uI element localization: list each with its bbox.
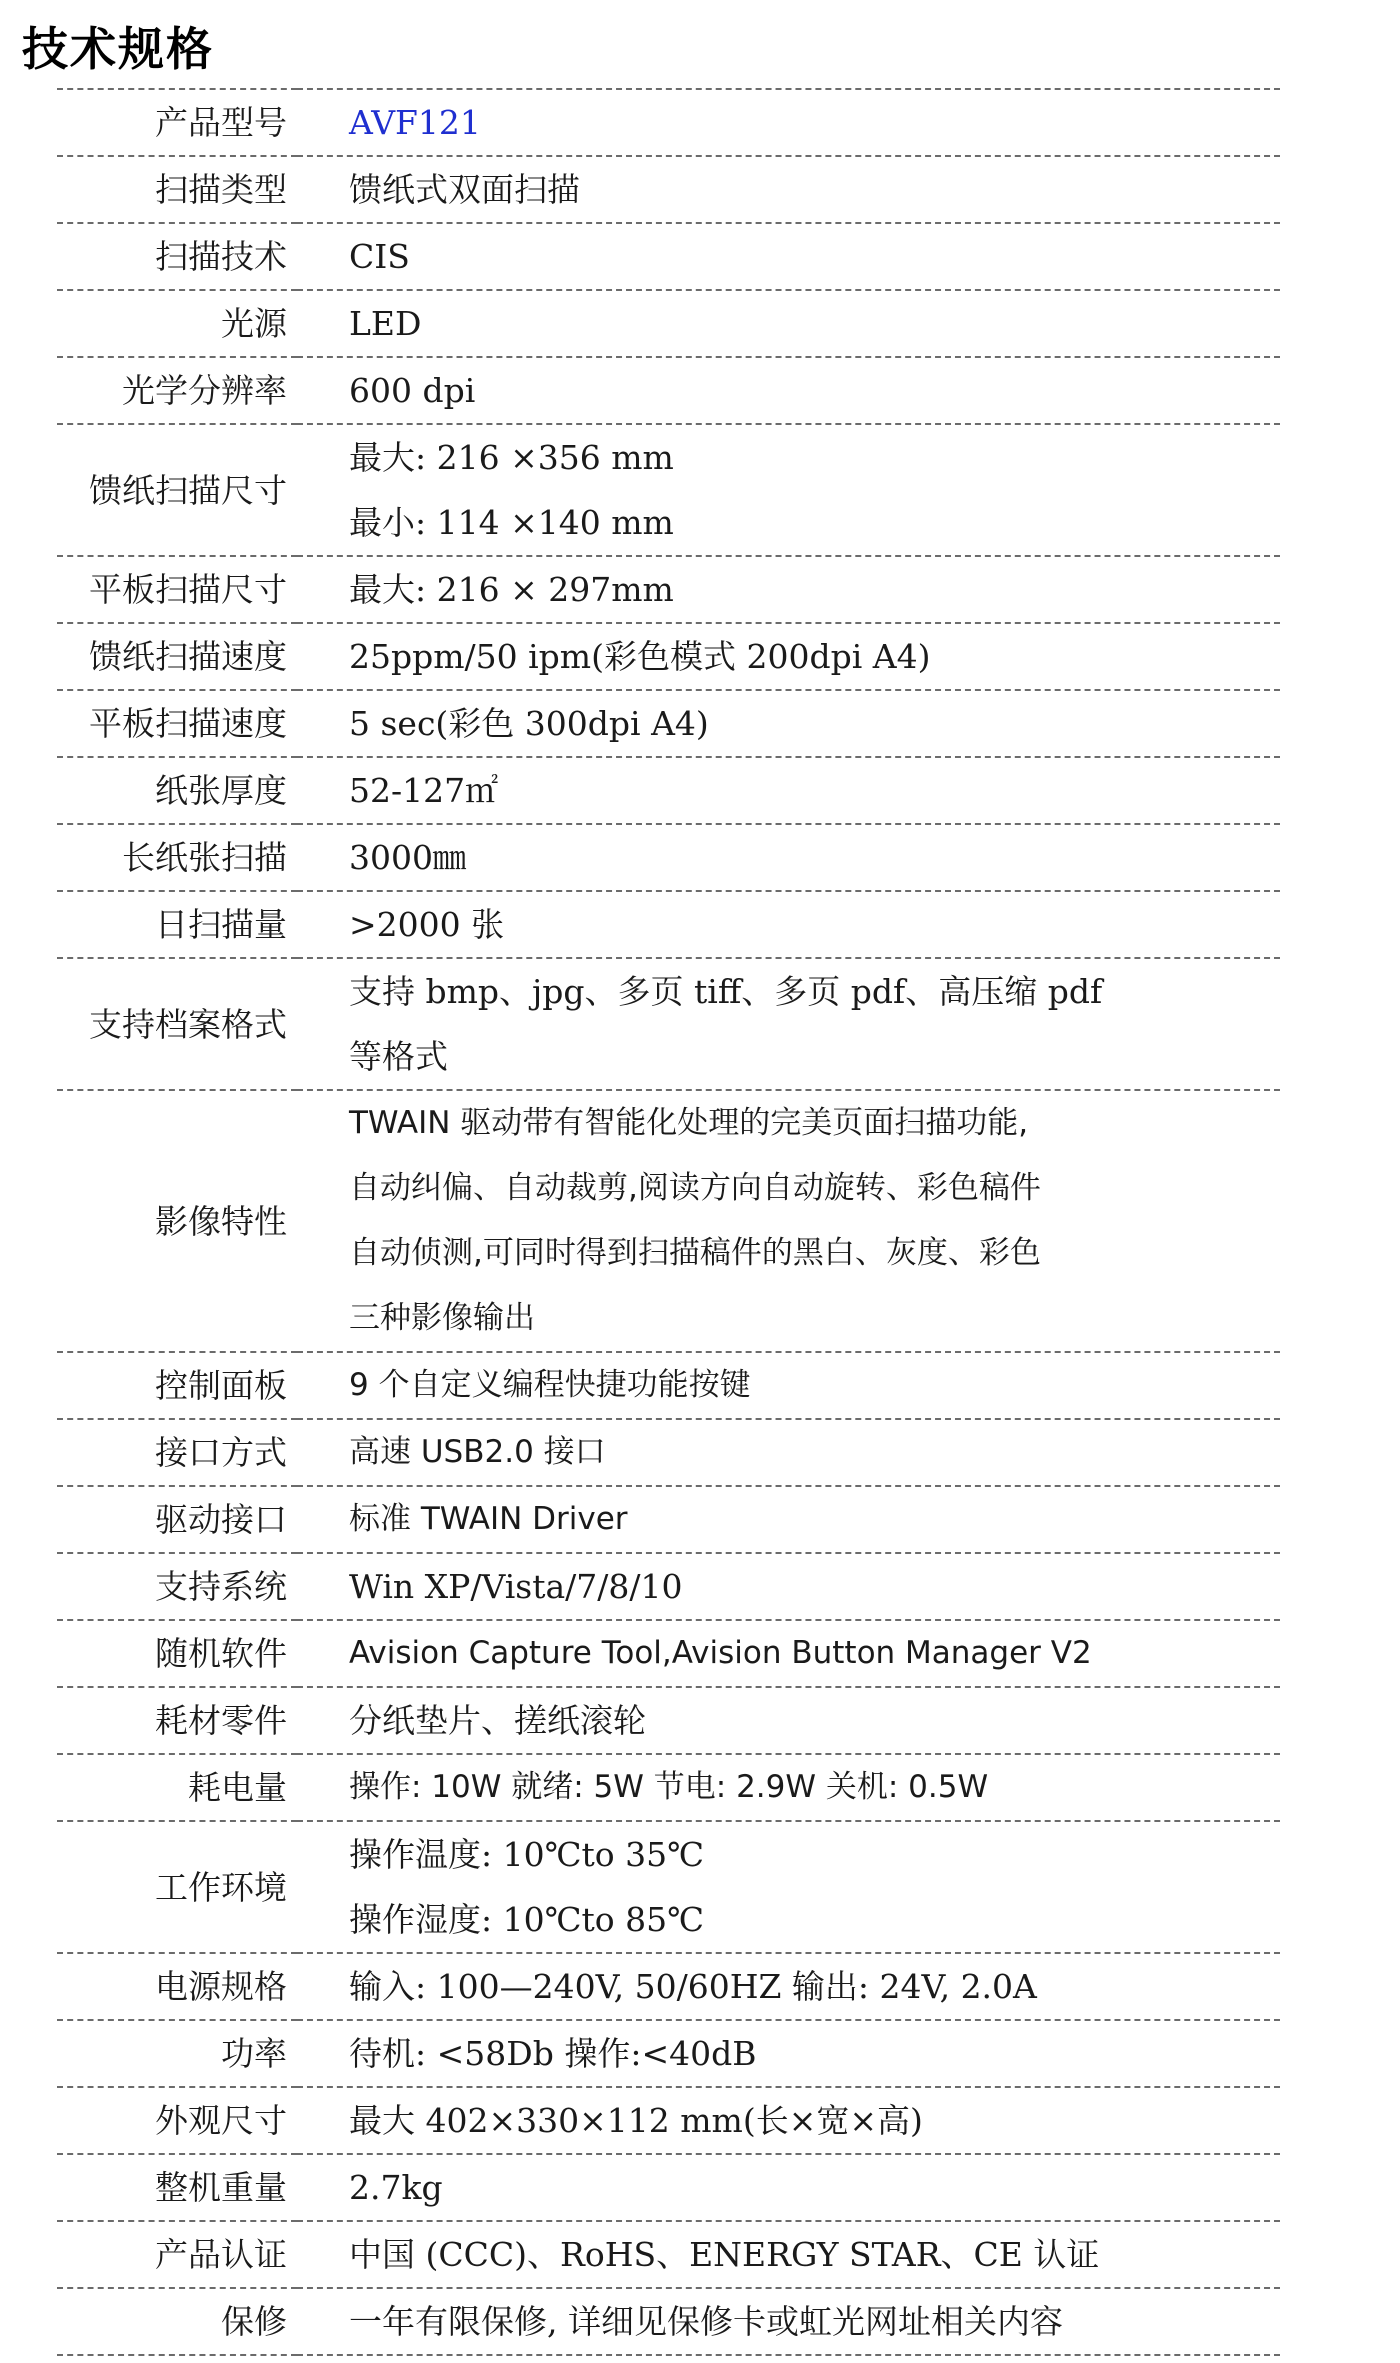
spec-row-light-source bbox=[57, 290, 1280, 357]
spec-row-flatbed-scan-speed bbox=[57, 690, 1280, 757]
spec-value bbox=[297, 357, 1280, 424]
spec-row-paper-thickness bbox=[57, 757, 1280, 824]
spec-value-line: 9 个自定义编程快捷功能按键 bbox=[349, 1367, 751, 1403]
spec-label: 耗材零件 bbox=[57, 1687, 297, 1754]
spec-value-line: 中国 (CCC)、RoHS、ENERGY STAR、CE 认证 bbox=[349, 2235, 1100, 2274]
spec-value-line: 标准 TWAIN Driver bbox=[349, 1501, 628, 1537]
spec-value-line: >2000 张 bbox=[349, 905, 505, 944]
spec-label: 驱动接口 bbox=[57, 1486, 297, 1553]
spec-value bbox=[297, 2221, 1280, 2288]
spec-label: 馈纸扫描尺寸 bbox=[57, 424, 297, 556]
spec-row-flatbed-scan-size bbox=[57, 556, 1280, 623]
spec-row-supported-systems bbox=[57, 1553, 1280, 1620]
spec-value-line: TWAIN 驱动带有智能化处理的完美页面扫描功能, bbox=[349, 1105, 1029, 1141]
spec-value bbox=[297, 958, 1280, 1090]
spec-value-line: 操作湿度: 10℃to 85℃ bbox=[349, 1900, 705, 1939]
spec-label: 产品认证 bbox=[57, 2221, 297, 2288]
spec-value-line: 25ppm/50 ipm(彩色模式 200dpi A4) bbox=[349, 637, 931, 676]
spec-value-line: 操作: 10W 就绪: 5W 节电: 2.9W 关机: 0.5W bbox=[349, 1769, 989, 1805]
spec-row-daily-volume bbox=[57, 891, 1280, 958]
spec-label: 随机软件 bbox=[57, 1620, 297, 1687]
spec-value-line: 自动纠偏、自动裁剪,阅读方向自动旋转、彩色稿件 bbox=[349, 1170, 1041, 1206]
spec-value bbox=[297, 2087, 1280, 2154]
spec-value bbox=[297, 556, 1280, 623]
spec-value-line: 分纸垫片、搓纸滚轮 bbox=[349, 1701, 646, 1740]
spec-value bbox=[297, 1687, 1280, 1754]
spec-value-line: 自动侦测,可同时得到扫描稿件的黑白、灰度、彩色 bbox=[349, 1235, 1041, 1271]
spec-row-environment bbox=[57, 1821, 1280, 1953]
spec-value bbox=[297, 623, 1280, 690]
spec-value-line: 最大: 216 × 297mm bbox=[349, 570, 674, 609]
spec-label: 平板扫描速度 bbox=[57, 690, 297, 757]
spec-value-line: 三种影像输出 bbox=[349, 1300, 535, 1336]
page-title: 技术规格 bbox=[22, 22, 214, 76]
spec-row-scan-technology bbox=[57, 223, 1280, 290]
spec-table bbox=[57, 88, 1280, 2356]
spec-value-line: Win XP/Vista/7/8/10 bbox=[349, 1567, 683, 1606]
spec-value-line: 最大: 216 ×356 mm bbox=[349, 438, 674, 477]
spec-value-line: 2.7kg bbox=[349, 2168, 443, 2207]
spec-value-line: 待机: <58Db 操作:<40dB bbox=[349, 2034, 757, 2073]
spec-row-certification bbox=[57, 2221, 1280, 2288]
spec-value bbox=[297, 290, 1280, 357]
spec-label: 保修 bbox=[57, 2288, 297, 2355]
spec-row-bundled-software bbox=[57, 1620, 1280, 1687]
spec-value bbox=[297, 1352, 1280, 1419]
spec-value-line: 最大 402×330×112 mm(长×宽×高) bbox=[349, 2101, 923, 2140]
spec-value-line: 52-127㎡ bbox=[349, 771, 499, 810]
spec-row-optical-resolution bbox=[57, 357, 1280, 424]
spec-value-line: 馈纸式双面扫描 bbox=[349, 170, 580, 209]
spec-row-driver-interface bbox=[57, 1486, 1280, 1553]
spec-value-line: 最小: 114 ×140 mm bbox=[349, 503, 674, 542]
spec-value bbox=[297, 424, 1280, 556]
spec-label: 长纸张扫描 bbox=[57, 824, 297, 891]
spec-row-model bbox=[57, 89, 1280, 156]
spec-value bbox=[297, 757, 1280, 824]
spec-row-feeder-scan-speed bbox=[57, 623, 1280, 690]
spec-row-interface bbox=[57, 1419, 1280, 1486]
spec-row-weight bbox=[57, 2154, 1280, 2221]
spec-value-line: 等格式 bbox=[349, 1037, 448, 1076]
spec-value-line: CIS bbox=[349, 237, 410, 276]
spec-row-feeder-scan-size bbox=[57, 424, 1280, 556]
spec-label: 影像特性 bbox=[57, 1090, 297, 1352]
spec-value bbox=[297, 2020, 1280, 2087]
spec-label: 电源规格 bbox=[57, 1953, 297, 2020]
spec-value bbox=[297, 1953, 1280, 2020]
spec-value bbox=[297, 1090, 1280, 1352]
spec-row-power-consumption bbox=[57, 1754, 1280, 1821]
spec-row-file-formats bbox=[57, 958, 1280, 1090]
spec-label: 工作环境 bbox=[57, 1821, 297, 1953]
spec-value bbox=[297, 1620, 1280, 1687]
spec-value bbox=[297, 223, 1280, 290]
spec-value-line: 3000㎜ bbox=[349, 838, 466, 877]
spec-value-line: 支持 bmp、jpg、多页 tiff、多页 pdf、高压缩 pdf bbox=[349, 972, 1103, 1011]
spec-label: 光源 bbox=[57, 290, 297, 357]
spec-label: 功率 bbox=[57, 2020, 297, 2087]
spec-row-consumables bbox=[57, 1687, 1280, 1754]
spec-label: 外观尺寸 bbox=[57, 2087, 297, 2154]
spec-value bbox=[297, 1754, 1280, 1821]
spec-label: 接口方式 bbox=[57, 1419, 297, 1486]
spec-label: 馈纸扫描速度 bbox=[57, 623, 297, 690]
spec-label: 扫描类型 bbox=[57, 156, 297, 223]
spec-value-line: Avision Capture Tool,Avision Button Manager V2 bbox=[349, 1635, 1092, 1671]
spec-label: 支持档案格式 bbox=[57, 958, 297, 1090]
spec-value bbox=[297, 1486, 1280, 1553]
spec-value-line: 5 sec(彩色 300dpi A4) bbox=[349, 704, 709, 743]
spec-row-long-paper-scan bbox=[57, 824, 1280, 891]
spec-value bbox=[297, 89, 1280, 156]
spec-row-power-spec bbox=[57, 1953, 1280, 2020]
spec-value-line: 一年有限保修, 详细见保修卡或虹光网址相关内容 bbox=[349, 2302, 1063, 2341]
spec-value bbox=[297, 156, 1280, 223]
spec-label: 整机重量 bbox=[57, 2154, 297, 2221]
model-number: AVF121 bbox=[349, 103, 481, 142]
spec-value bbox=[297, 1821, 1280, 1953]
spec-value bbox=[297, 2154, 1280, 2221]
spec-row-scan-type bbox=[57, 156, 1280, 223]
spec-label: 控制面板 bbox=[57, 1352, 297, 1419]
spec-row-control-panel bbox=[57, 1352, 1280, 1419]
spec-label: 日扫描量 bbox=[57, 891, 297, 958]
spec-label: 支持系统 bbox=[57, 1553, 297, 1620]
spec-label: 平板扫描尺寸 bbox=[57, 556, 297, 623]
spec-label: 耗电量 bbox=[57, 1754, 297, 1821]
spec-value-line: 高速 USB2.0 接口 bbox=[349, 1434, 606, 1470]
spec-label: 产品型号 bbox=[57, 89, 297, 156]
spec-table-body bbox=[57, 89, 1280, 2355]
spec-label: 扫描技术 bbox=[57, 223, 297, 290]
spec-value-line: 600 dpi bbox=[349, 371, 476, 410]
spec-row-dimensions bbox=[57, 2087, 1280, 2154]
spec-value-line: 操作温度: 10℃to 35℃ bbox=[349, 1835, 705, 1874]
spec-value bbox=[297, 891, 1280, 958]
spec-row-image-features bbox=[57, 1090, 1280, 1352]
spec-row-warranty bbox=[57, 2288, 1280, 2355]
spec-row-noise bbox=[57, 2020, 1280, 2087]
spec-value-line: 输入: 100—240V, 50/60HZ 输出: 24V, 2.0A bbox=[349, 1967, 1037, 2006]
spec-value bbox=[297, 2288, 1280, 2355]
spec-value bbox=[297, 1419, 1280, 1486]
spec-label: 纸张厚度 bbox=[57, 757, 297, 824]
spec-value bbox=[297, 1553, 1280, 1620]
spec-value-line: LED bbox=[349, 304, 422, 343]
spec-value bbox=[297, 824, 1280, 891]
spec-value bbox=[297, 690, 1280, 757]
spec-label: 光学分辨率 bbox=[57, 357, 297, 424]
